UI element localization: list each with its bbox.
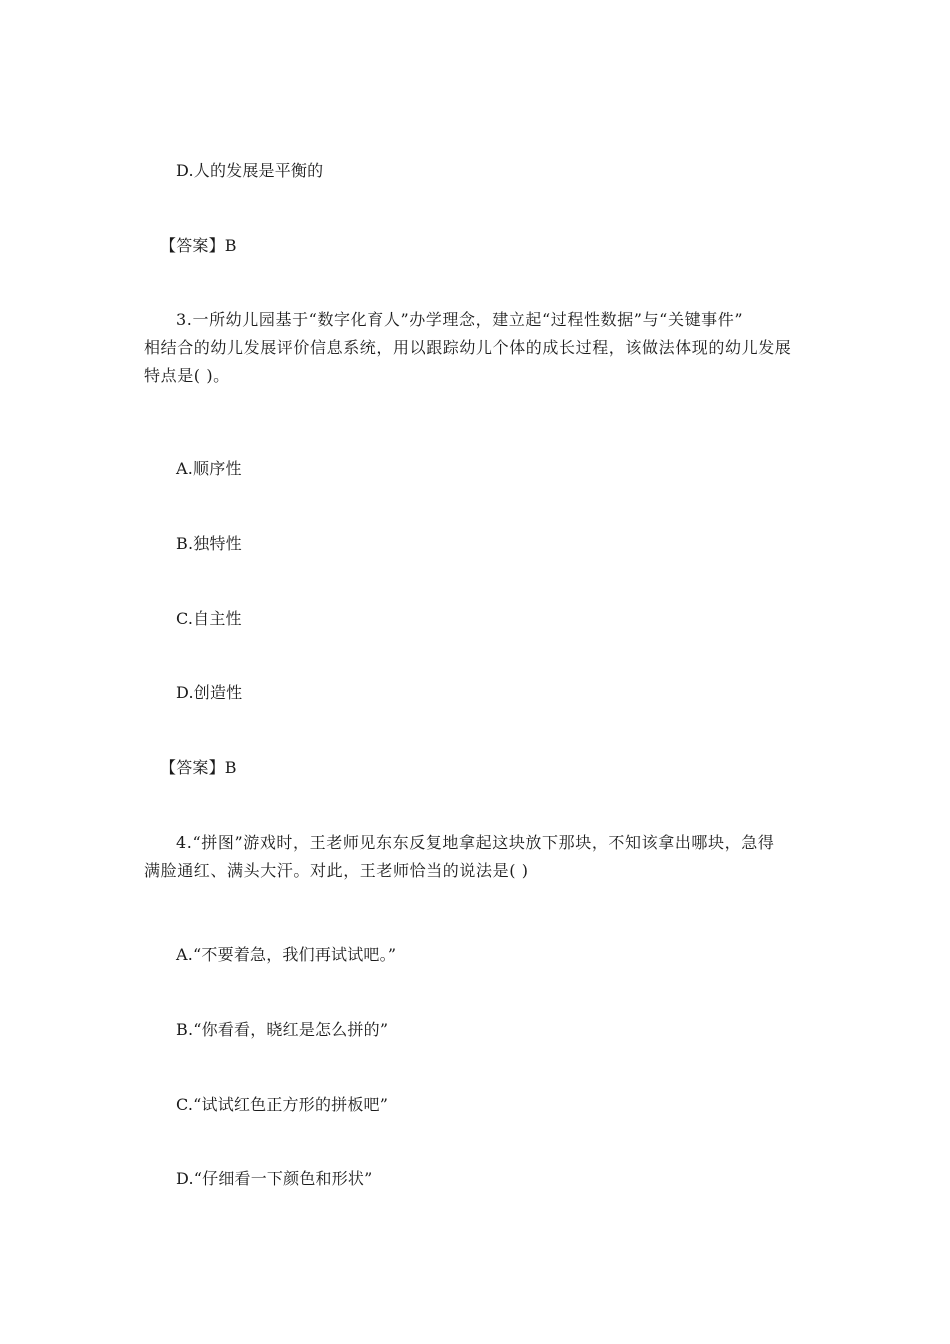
prev-question-answer: 【答案】B — [160, 236, 237, 255]
question-3-line-2: 相结合的幼儿发展评价信息系统，用以跟踪幼儿个体的成长过程，该做法体现的幼儿发展 — [144, 338, 792, 357]
prev-question-option-d: D.人的发展是平衡的 — [176, 161, 324, 180]
question-3-stem — [144, 306, 812, 390]
question-3-line-3: 特点是( )。 — [144, 366, 230, 385]
question-4-line-2: 满脸通红、满头大汗。对此，王老师恰当的说法是( ) — [144, 861, 529, 880]
question-3-option-a: A.顺序性 — [176, 459, 242, 478]
question-4-option-d: D.“仔细看一下颜色和形状” — [176, 1169, 373, 1188]
question-4-option-b: B.“你看看，晓红是怎么拼的” — [176, 1020, 389, 1039]
question-3-line-1: 3.一所幼儿园基于“数字化育人”办学理念，建立起“过程性数据”与“关键事件” — [176, 310, 744, 329]
question-4-stem — [144, 829, 812, 885]
question-3-option-b: B.独特性 — [176, 534, 242, 553]
question-3-answer: 【答案】B — [160, 758, 237, 777]
question-3-option-c: C.自主性 — [176, 609, 242, 628]
question-4-line-1: 4.“拼图”游戏时，王老师见东东反复地拿起这块放下那块，不知该拿出哪块，急得 — [176, 833, 775, 852]
question-3-option-d: D.创造性 — [176, 683, 243, 702]
question-4-option-c: C.“试试红色正方形的拼板吧” — [176, 1095, 389, 1114]
question-4-option-a: A.“不要着急，我们再试试吧。” — [176, 945, 397, 964]
